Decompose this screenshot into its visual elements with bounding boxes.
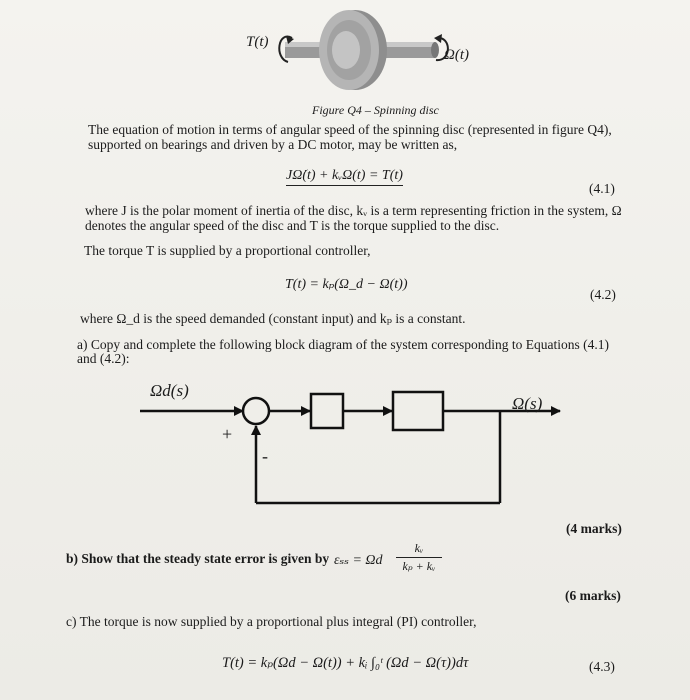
para2-line2: denotes the angular speed of the disc and T is the torque supplied to the disc. xyxy=(85,218,500,233)
equation-4-1-number: (4.1) xyxy=(589,181,615,196)
equation-4-1: JΩ̇(t) + kᵥΩ(t) = T(t) xyxy=(286,168,403,186)
block-diagram xyxy=(130,378,570,518)
equation-4-3-number: (4.3) xyxy=(589,659,615,674)
minus-sign: - xyxy=(262,446,268,466)
para1-line1: The equation of motion in terms of angular speed of the spinning disc (represented in figure Q4), xyxy=(88,122,612,137)
block-2 xyxy=(393,392,443,430)
equation-4-3: T(t) = kₚ(Ωd − Ω(t)) + kᵢ ∫₀ᵗ (Ωd − Ω(τ))dτ xyxy=(222,655,469,671)
part-b-denominator: kₚ + kᵥ xyxy=(402,559,436,573)
part-b-marks: (6 marks) xyxy=(565,588,621,603)
equation-4-2-number: (4.2) xyxy=(590,287,616,302)
summing-junction xyxy=(243,398,269,424)
part-b-fraction-bar xyxy=(396,557,442,558)
block-1 xyxy=(311,394,343,428)
part-b-numerator: kᵥ xyxy=(414,541,424,555)
figure-caption: Figure Q4 – Spinning disc xyxy=(312,103,439,117)
speed-label: Ω(t) xyxy=(444,47,470,63)
part-c-text: c) The torque is now supplied by a proportional plus integral (PI) controller, xyxy=(66,614,477,629)
para2-line1: where J is the polar moment of inertia of the disc, kᵥ is a term representing friction in the system, Ω xyxy=(85,203,622,218)
diagram-output-label: Ω(s) xyxy=(512,394,543,413)
part-a-marks: (4 marks) xyxy=(566,521,622,536)
diagram-input-label: Ωd(s) xyxy=(150,381,189,400)
para4-line1: where Ω_d is the speed demanded (constant input) and kₚ is a constant. xyxy=(80,311,466,326)
part-b-text: b) Show that the steady state error is given by xyxy=(66,551,330,566)
part-a-line1: a) Copy and complete the following block diagram of the system corresponding to Equations (4.1) xyxy=(77,337,610,352)
plus-sign: + xyxy=(222,424,233,444)
para1-line2: supported on bearings and driven by a DC motor, may be written as, xyxy=(88,137,458,152)
part-b-formula-lhs: εₛₛ = Ωd xyxy=(334,553,383,568)
torque-label: T(t) xyxy=(246,34,269,50)
equation-4-2: T(t) = kₚ(Ω_d − Ω(t)) xyxy=(285,277,408,292)
para3-line1: The torque T is supplied by a proportional controller, xyxy=(84,243,371,258)
part-a-line2: and (4.2): xyxy=(77,351,130,366)
